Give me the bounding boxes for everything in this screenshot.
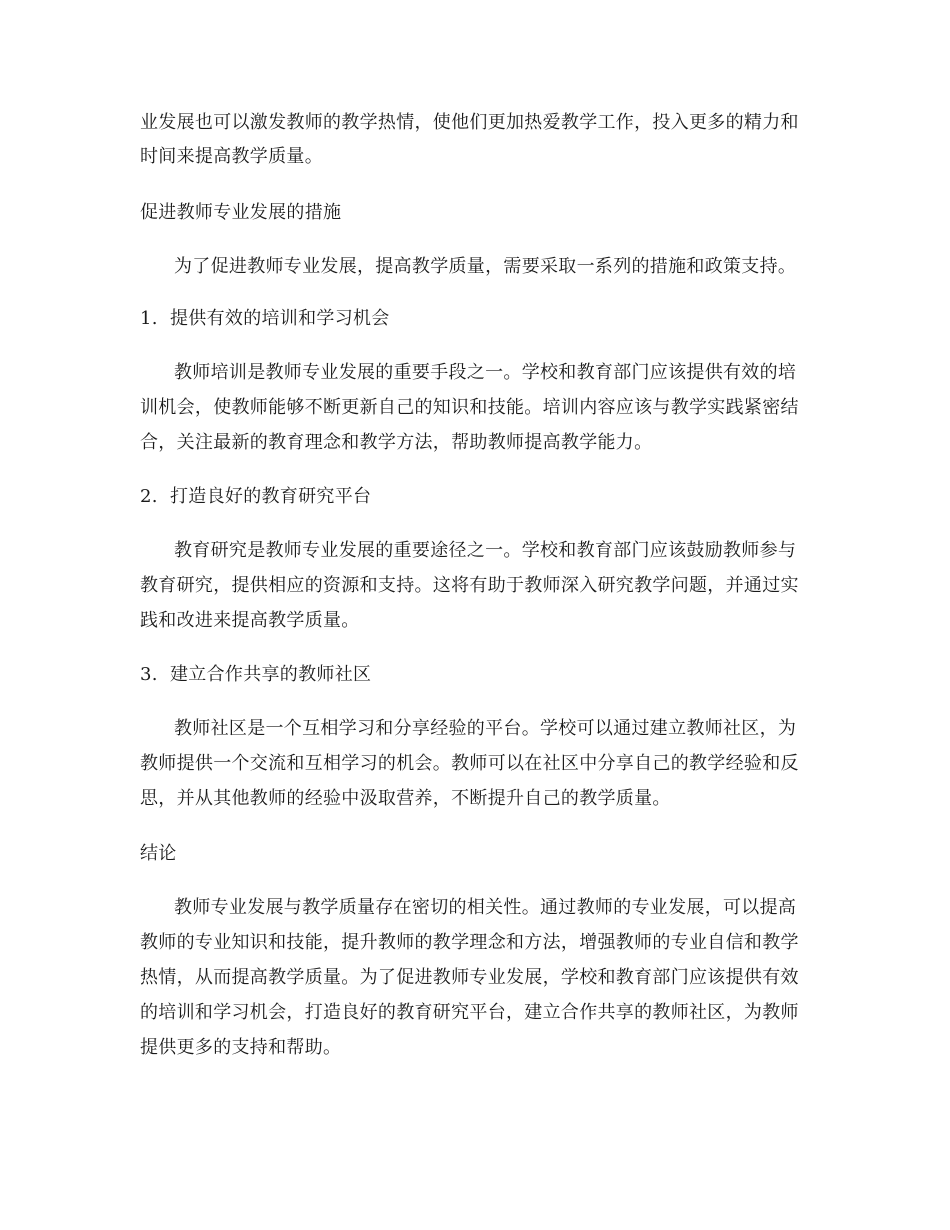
item-heading-1 [140,307,390,331]
item-title: 提供有效的培训和学习机会 [170,308,390,329]
paragraph-line: 教师培训是教师专业发展的重要手段之一。学校和教育部门应该提供有效的培 [174,362,797,383]
paragraph-line: 思，并从其他教师的经验中汲取营养，不断提升自己的教学质量。 [140,788,671,809]
paragraph-line: 教师专业发展与教学质量存在密切的相关性。通过教师的专业发展，可以提高 [174,897,797,918]
conclusion-heading: 结论 [140,843,177,864]
item-number: 2. [140,486,158,507]
item-heading-2 [140,485,371,509]
section-heading: 促进教师专业发展的措施 [140,202,342,223]
paragraph-line: 践和改进来提高教学质量。 [140,610,360,631]
paragraph-line: 教育研究，提供相应的资源和支持。这将有助于教师深入研究教学问题，并通过实 [140,575,799,596]
section-intro: 为了促进教师专业发展，提高教学质量，需要采取一系列的措施和政策支持。 [174,256,797,277]
paragraph-line: 业发展也可以激发教师的教学热情，使他们更加热爱教学工作，投入更多的精力和 [140,112,799,133]
item-number: 3. [140,664,158,685]
paragraph-line: 热情，从而提高教学质量。为了促进教师专业发展，学校和教育部门应该提供有效 [140,967,799,988]
paragraph-line: 教师提供一个交流和互相学习的机会。教师可以在社区中分享自己的教学经验和反 [140,753,799,774]
paragraph-line: 教育研究是教师专业发展的重要途径之一。学校和教育部门应该鼓励教师参与 [174,540,797,561]
item-title: 打造良好的教育研究平台 [170,486,372,507]
item-heading-3 [140,663,371,687]
paragraph-line: 合，关注最新的教育理念和教学方法，帮助教师提高教学能力。 [140,432,653,453]
item-number: 1. [140,308,158,329]
item-title: 建立合作共享的教师社区 [170,664,372,685]
paragraph-line: 的培训和学习机会，打造良好的教育研究平台，建立合作共享的教师社区，为教师 [140,1002,799,1023]
paragraph-line: 教师的专业知识和技能，提升教师的教学理念和方法，增强教师的专业自信和教学 [140,932,799,953]
paragraph-line: 训机会，使教师能够不断更新自己的知识和技能。培训内容应该与教学实践紧密结 [140,397,799,418]
paragraph-line: 提供更多的支持和帮助。 [140,1037,342,1058]
paragraph-line: 时间来提高教学质量。 [140,146,323,167]
paragraph-line: 教师社区是一个互相学习和分享经验的平台。学校可以通过建立教师社区，为 [174,718,797,739]
